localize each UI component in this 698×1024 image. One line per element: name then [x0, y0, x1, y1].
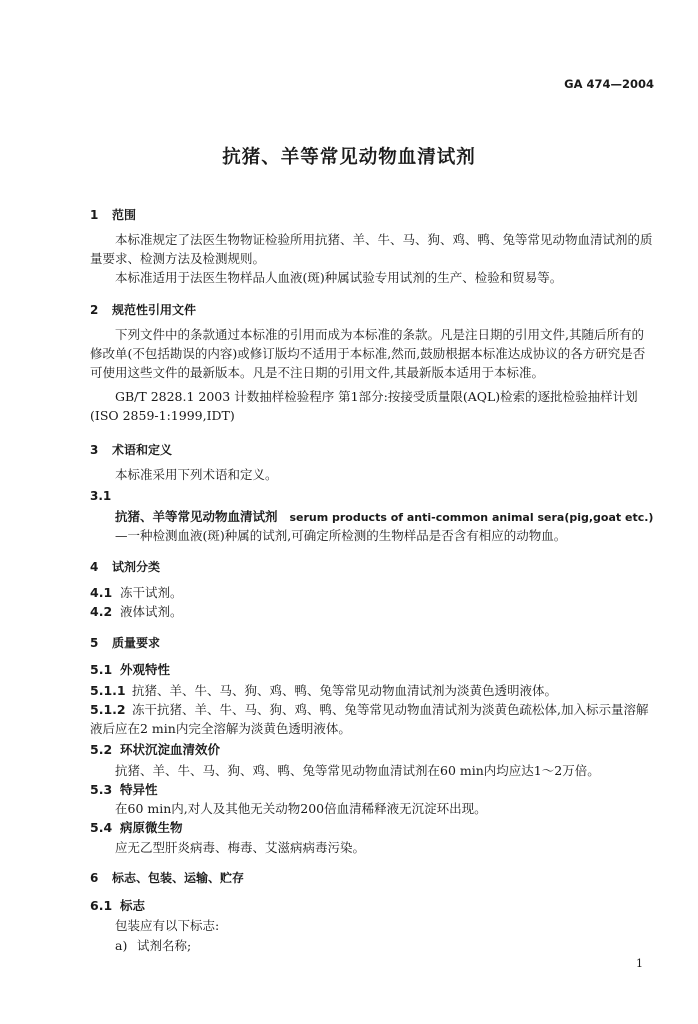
section-2-reference: GB/T 2828.1 2003 计数抽样检验程序 第1部分:按接受质量限(AQL)检索的逐批检验抽样计划(ISO 2859-1:1999,IDT) [90, 389, 638, 423]
subsection-number: 6.1 [90, 898, 113, 913]
section-number: 4 [90, 560, 99, 574]
section-2-heading [90, 301, 196, 318]
list-item-a [115, 936, 191, 954]
subsection-6-1-text: 包装应有以下标志: [115, 918, 220, 933]
subsection-5-4-text: 应无乙型肝炎病毒、梅毒、艾滋病病毒污染。 [115, 840, 366, 855]
subsection-5-3-text: 在60 min内,对人及其他无关动物200倍血清稀释液无沉淀环出现。 [115, 801, 487, 816]
section-4-heading [90, 558, 160, 575]
subsection-title: 环状沉淀血清效价 [120, 742, 221, 757]
subsection-number: 5.1 [90, 662, 113, 677]
item-number: 4.2 [90, 604, 113, 619]
section-title: 范围 [112, 208, 137, 222]
section-3-heading [90, 441, 172, 458]
list-marker: a) [115, 938, 128, 953]
section-title: 质量要求 [112, 636, 161, 650]
subsection-number: 5.4 [90, 820, 113, 835]
subsection-5-1 [90, 660, 170, 678]
section-1-heading [90, 206, 136, 223]
standard-code: GA 474—2004 [564, 77, 654, 91]
subsection-title: 标志 [120, 898, 146, 913]
section-6-heading [90, 869, 244, 886]
section-3-paragraph-1: 本标准采用下列术语和定义。 [115, 467, 278, 482]
clause-text: 冻干抗猪、羊、牛、马、狗、鸡、鸭、兔等常见动物血清试剂为淡黄色疏松体,加入标示量溶解液后应在2 min内完全溶解为淡黄色透明液体。 [90, 702, 649, 736]
subsection-title: 特异性 [120, 782, 158, 797]
clause-text: 抗猪、羊、牛、马、狗、鸡、鸭、兔等常见动物血清试剂为淡黄色透明液体。 [132, 683, 558, 698]
item-4-2 [90, 602, 183, 620]
term-3-1-definition: —一种检测血液(斑)种属的试剂,可确定所检测的生物样品是否含有相应的动物血。 [115, 528, 567, 543]
term-3-1-number: 3.1 [90, 489, 112, 503]
subsection-number: 5.3 [90, 782, 113, 797]
section-title: 标志、包装、运输、贮存 [112, 871, 245, 885]
section-1-paragraph-2: 本标准适用于法医生物样品人血液(斑)种属试验专用试剂的生产、检验和贸易等。 [115, 270, 563, 285]
item-4-1 [90, 583, 183, 601]
section-title: 试剂分类 [112, 560, 161, 574]
clause-5-1-2 [90, 700, 655, 738]
section-number: 1 [90, 208, 99, 222]
subsection-5-3 [90, 780, 158, 798]
clause-number: 5.1.2 [90, 702, 126, 717]
subsection-5-2-text: 抗猪、羊、牛、马、狗、鸡、鸭、兔等常见动物血清试剂在60 min内均应达1～2万倍。 [115, 763, 600, 778]
item-text: 冻干试剂。 [120, 585, 183, 600]
section-5-heading [90, 634, 160, 651]
section-title: 术语和定义 [112, 443, 173, 457]
term-3-1-heading [115, 507, 653, 525]
list-item-text: 试剂名称; [137, 938, 192, 953]
section-1-paragraph-1: 本标准规定了法医生物物证检验所用抗猪、羊、牛、马、狗、鸡、鸭、兔等常见动物血清试剂的质量要求、检测方法及检测规则。 [90, 232, 653, 266]
section-number: 6 [90, 871, 99, 885]
section-2-paragraph-1: 下列文件中的条款通过本标准的引用而成为本标准的条款。凡是注日期的引用文件,其随后所有的修改单(不包括勘误的内容)或修订版均不适用于本标准,然而,鼓励根据本标准达成协议的各方研究是否可使用这些文件的最新版本。凡是不注日期的引用文件,其最新版本适用于本标准。 [90, 327, 646, 380]
subsection-5-2 [90, 740, 220, 758]
section-number: 3 [90, 443, 99, 457]
clause-5-1-1 [90, 681, 557, 699]
subsection-6-1 [90, 896, 145, 914]
term-chinese: 抗猪、羊等常见动物血清试剂 [115, 509, 278, 524]
clause-number: 5.1.1 [90, 683, 126, 698]
section-title: 规范性引用文件 [112, 303, 197, 317]
subsection-5-4 [90, 818, 183, 836]
definition-text: 一种检测血液(斑)种属的试剂,可确定所检测的生物样品是否含有相应的动物血。 [127, 528, 567, 543]
subsection-title: 外观特性 [120, 662, 171, 677]
item-number: 4.1 [90, 585, 113, 600]
document-title: 抗猪、羊等常见动物血清试剂 [222, 147, 476, 168]
subsection-number: 5.2 [90, 742, 113, 757]
term-english: serum products of anti-common animal sera(pig,goat etc.) [289, 511, 654, 524]
section-number: 2 [90, 303, 99, 317]
subsection-title: 病原微生物 [120, 820, 183, 835]
item-text: 液体试剂。 [120, 604, 183, 619]
section-number: 5 [90, 636, 99, 650]
page-number: 1 [636, 957, 643, 970]
